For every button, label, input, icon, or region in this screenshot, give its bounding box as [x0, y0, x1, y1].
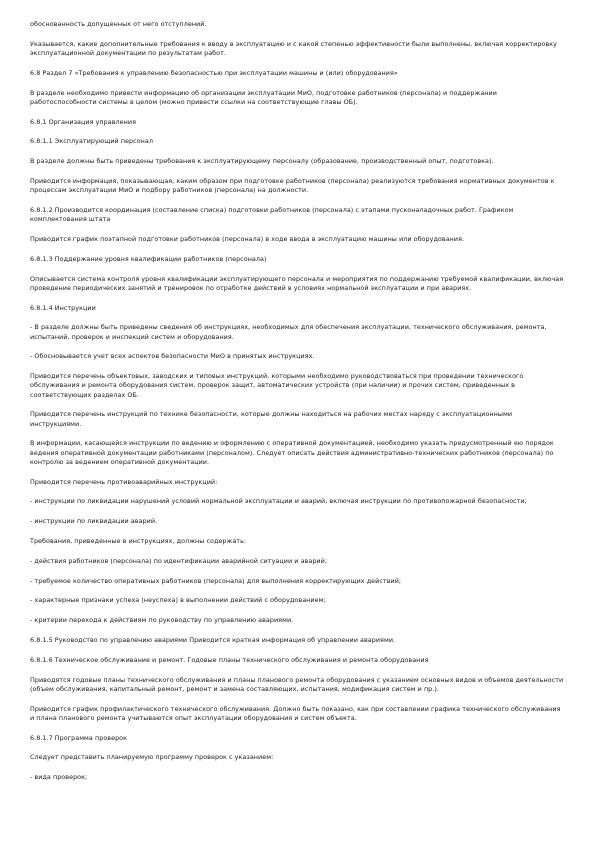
list-item: - характерные признаки успеха (неуспеха) в выполнении действий с оборудованием; [30, 596, 326, 605]
subsection-heading: 6.8.1.1 Эксплуатирующий персонал [30, 137, 154, 146]
section-heading: 6.8 Раздел 7 «Требования к управлению безопасностью при эксплуатации машины и (или) оборудования» [30, 68, 398, 77]
paragraph: Приводится график профилактического технического обслуживания. Должно быть показано, как при составлении графика технического обслуживания и плана планового ремонта учитываются опыт эксплуатации оборудования и систем объекта. [30, 704, 561, 722]
subsection-heading: 6.8.1.7 Программа проверок [30, 733, 128, 742]
subsection-heading: 6.8.1.6 Техническое обслуживание и ремонт. Годовые планы технического обслуживания и ремонта оборудования [30, 655, 429, 664]
list-item: - требуемое количество оперативных работников (персонала) для выполнения корректирующих действий; [30, 576, 402, 585]
paragraph: В разделе должны быть приведены требования к эксплуатирующему персоналу (образование, производственный опыт, подготовка). [30, 157, 494, 166]
paragraph: Приводятся годовые планы технического обслуживания и планы планового ремонта оборудования с указанием основных видов и объемов деятельности (объем обслуживания, капитальный ремонт, ремонт и замена составляющих, испытания, модификация систем и пр.). [30, 675, 564, 693]
paragraph: Приводится перечень противоаварийных инструкций: [30, 477, 218, 486]
list-item: - В разделе должны быть приведены сведения об инструкциях, необходимых для обеспечения эксплуатации, технического обслуживания, ремонта, испытаний, проверок и инспекций систем и оборудования. [30, 323, 547, 341]
paragraph: Следует представить планируемую программу проверок с указанием: [30, 753, 274, 762]
paragraph: Требования, приведенные в инструкциях, должны содержать: [30, 536, 247, 545]
paragraph: Описывается система контроля уровня квалификации эксплуатирующего персонала и мероприятия по поддержанию требуемой квалификации, включая проведение периодических занятий и тренировок по отработке действий в условиях нормальной эксплуатации и при авариях. [30, 274, 564, 292]
subsection-heading: 6.8.1.5 Руководство по управлению авариями Приводится краткая информация об управлении авариями. [30, 635, 396, 644]
paragraph: Приводится график поэтапной подготовки работников (персонала) в ходе ввода в эксплуатацию машины или оборудования. [30, 234, 465, 243]
list-item: - критерии перехода к действиям по руководству по управлению авариями. [30, 616, 294, 625]
subsection-heading: 6.8.1 Организация управления [30, 117, 136, 126]
subsection-heading: 6.8.1.3 Поддержание уровня квалификации работников (персонала) [30, 254, 267, 263]
list-item: - инструкции по ликвидации нарушений условий нормальной эксплуатации и аварий, включая инструкции по противопожарной безопасности; [30, 497, 527, 506]
paragraph: обоснованность допущенных от него отступлений. [30, 20, 207, 28]
paragraph: 6.8.1.2 Производится координация (составление списка) подготовки работников (персонала) с этапами пусконаладочных работ. Графиком комплектования штата [30, 205, 514, 224]
paragraph: Приводится информация, показывающая, каким образом при подготовке работников (персонала) реализуются требования нормативных документов к процессам эксплуатации МиО и подбору работников (персонала) на должности. [30, 176, 555, 195]
list-item: - Обосновывается учет всех аспектов безопасности МиО в принятых инструкциях. [30, 352, 315, 361]
subsection-heading: 6.8.1.4 Инструкции [30, 303, 96, 312]
list-item: - действия работников (персонала) по идентификации аварийной ситуации и аварий; [30, 556, 328, 565]
list-item: - инструкции по ликвидации аварий. [30, 517, 158, 526]
paragraph: Приводится перечень объектовых, заводских и типовых инструкций, которыми необходимо руководствоваться при проведении технического обслуживания и ремонта оборудования систем, проверок защит, автоматических устройств (при наличии) и прочих систем, приведенных в соответствующих разделах ОБ. [30, 372, 524, 399]
paragraph: Приводится перечень инструкций по технике безопасности, которые должны находиться на рабочих местах наряду с эксплуатационными инструкциями. [30, 410, 513, 428]
paragraph: Указывается, какие дополнительные требования к вводу в эксплуатацию и с какой степенью эффективности были выполнены, включая корректировку эксплуатационной документации по результатам работ. [30, 39, 557, 57]
paragraph: В разделе необходимо привести информацию об организации эксплуатации МиО, подготовке работников (персонала) и поддержании работоспособности системы в целом (можно привести ссылки на соответствующие главы ОБ). [30, 88, 497, 106]
paragraph: В информации, касающейся инструкции по ведению и оформлению с оперативной документацией, необходимо указать предусмотренный ею порядок ведения оперативной документации работниками (персоналом). Следует описать действия административно-технических работников (персонала) по контролю за ведением оперативной документации. [30, 439, 554, 466]
list-item: - вида проверок; [30, 773, 88, 782]
